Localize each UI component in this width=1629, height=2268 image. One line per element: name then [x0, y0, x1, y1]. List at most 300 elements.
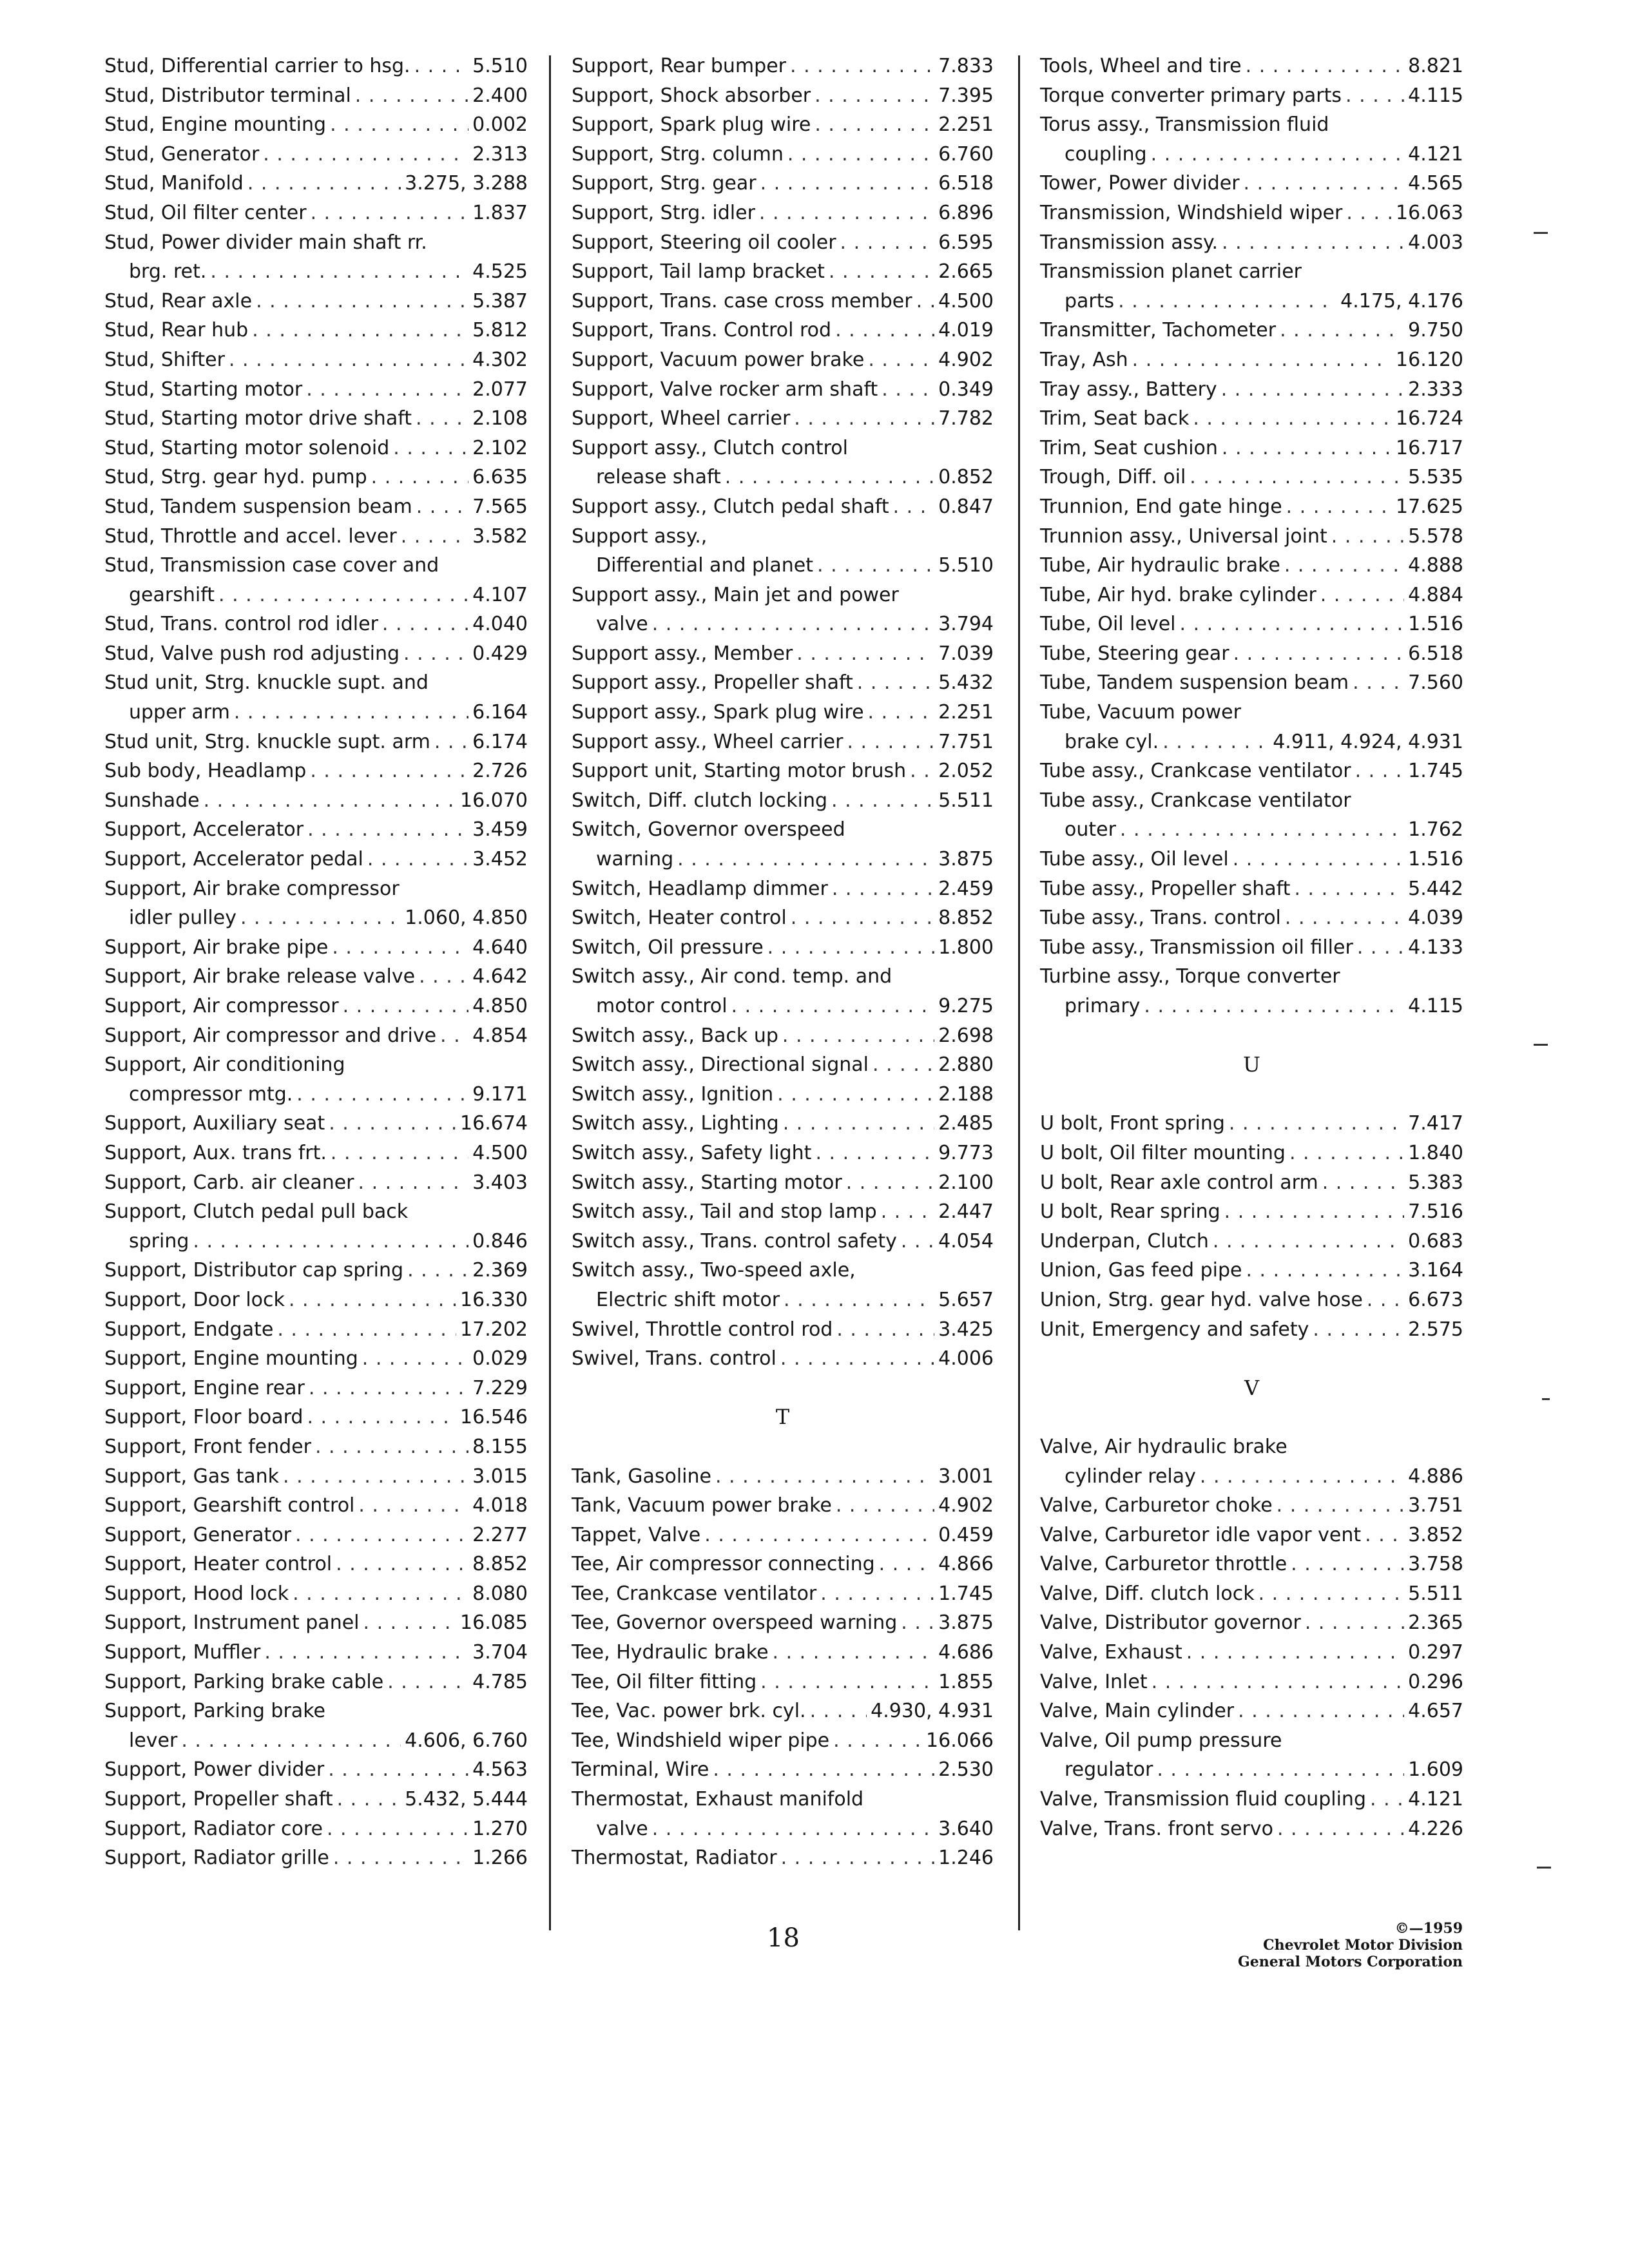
entry-continuation-line	[104, 903, 528, 933]
index-entry	[572, 815, 994, 874]
entry-page-ref: 2.188	[938, 1082, 994, 1106]
dot-leader	[307, 1403, 456, 1432]
entry-page-ref: 16.066	[926, 1729, 994, 1752]
entry-page-ref: 3.001	[938, 1465, 994, 1488]
entry-page-ref: 4.175, 4.176	[1340, 289, 1463, 312]
dot-leader	[416, 492, 468, 522]
section-spacer	[1040, 1080, 1463, 1110]
dot-leader	[1224, 1197, 1404, 1227]
entry-term: gearshift	[129, 583, 215, 606]
entry-page-ref: 5.442	[1408, 877, 1463, 900]
entry-page-ref: 5.510	[472, 55, 528, 77]
entry-line	[104, 81, 528, 111]
entry-term: Stud, Starting motor solenoid	[104, 436, 390, 459]
index-entry	[1040, 81, 1463, 111]
margin-mark	[1534, 1044, 1548, 1046]
entry-continuation-line	[572, 1814, 994, 1844]
entry-term: Tube, Steering gear	[1040, 642, 1229, 665]
entry-term: Torus assy., Transmission fluid	[1040, 113, 1329, 137]
entry-term: Turbine assy., Torque converter	[1040, 965, 1340, 988]
entry-term: Support assy., Clutch pedal shaft	[572, 495, 889, 518]
index-entry	[1040, 1109, 1463, 1139]
entry-page-ref: 8.852	[938, 907, 994, 930]
dot-leader	[794, 404, 934, 434]
entry-continuation-line	[104, 1227, 528, 1256]
entry-page-ref: 4.850	[472, 995, 528, 1017]
dot-leader	[910, 756, 934, 786]
entry-term: Tube, Vacuum power	[1040, 701, 1241, 724]
entry-line	[104, 1462, 528, 1492]
entry-line	[104, 1638, 528, 1667]
entry-page-ref: 3.852	[1408, 1523, 1463, 1546]
entry-page-ref: 3.459	[472, 818, 528, 841]
entry-page-ref: 3.403	[472, 1171, 528, 1194]
entry-term: Support, Generator	[104, 1523, 292, 1546]
section-letter-heading: U	[1243, 1052, 1260, 1077]
entry-page-ref: 7.751	[938, 730, 994, 753]
entry-term: Tube assy., Crankcase ventilator	[1040, 760, 1351, 783]
entry-page-ref: 1.266	[472, 1847, 528, 1870]
entry-line	[572, 257, 994, 287]
entry-page-ref: 2.251	[938, 701, 994, 724]
index-entry	[104, 198, 528, 228]
index-entry	[104, 81, 528, 111]
dot-leader	[1294, 874, 1404, 904]
index-entry	[104, 1785, 528, 1814]
entry-page-ref: 1.762	[1408, 818, 1463, 841]
dot-leader	[1355, 756, 1405, 786]
entry-line	[104, 140, 528, 169]
entry-line	[572, 110, 994, 140]
entry-term: Stud unit, Strg. knuckle supt. and	[104, 671, 429, 695]
entry-page-ref: 4.133	[1408, 936, 1463, 959]
entry-term: outer	[1065, 818, 1116, 841]
entry-page-ref: 7.395	[938, 84, 994, 107]
entry-line	[572, 1315, 994, 1345]
entry-line	[104, 463, 528, 492]
index-entry	[104, 345, 528, 375]
entry-page-ref: 9.171	[472, 1082, 528, 1106]
entry-term: spring	[129, 1229, 189, 1253]
entry-term: Unit, Emergency and safety	[1040, 1318, 1309, 1341]
dot-leader	[1305, 1608, 1404, 1638]
entry-page-ref: 6.673	[1408, 1288, 1463, 1311]
dot-leader	[283, 1462, 468, 1492]
entry-page-ref: 9.275	[938, 995, 994, 1017]
dot-leader	[810, 1696, 867, 1726]
entry-page-ref: 4.866	[938, 1553, 994, 1576]
entry-line	[572, 404, 994, 434]
entry-continuation-line	[572, 992, 994, 1021]
dot-leader	[857, 668, 934, 698]
dot-leader	[1280, 316, 1404, 345]
dot-leader	[652, 1814, 934, 1844]
dot-leader	[434, 727, 468, 757]
entry-page-ref: 1.246	[938, 1847, 994, 1870]
entry-page-ref: 4.902	[938, 348, 994, 371]
entry-line	[1040, 1638, 1463, 1667]
entry-page-ref: 4.640	[472, 936, 528, 959]
index-entry	[104, 1843, 528, 1873]
entry-term: Tools, Wheel and tire	[1040, 55, 1242, 77]
index-entry	[572, 140, 994, 169]
dot-leader	[403, 639, 468, 669]
entry-page-ref: 4.642	[472, 965, 528, 988]
entry-term: Support, Endgate	[104, 1318, 274, 1341]
dot-leader	[1277, 1814, 1404, 1844]
dot-leader	[371, 463, 468, 492]
entry-line	[1040, 756, 1463, 786]
entry-page-ref: 4.854	[472, 1024, 528, 1047]
entry-page-ref: 3.425	[938, 1318, 994, 1341]
entry-line	[104, 1579, 528, 1609]
dot-leader	[831, 786, 934, 816]
dot-leader	[264, 1638, 468, 1667]
entry-continuation-line	[104, 1726, 528, 1756]
entry-term: Switch, Oil pressure	[572, 936, 764, 959]
dot-leader	[832, 874, 934, 904]
entry-line	[104, 228, 528, 258]
dot-leader	[1180, 610, 1405, 639]
dot-leader	[343, 992, 469, 1021]
index-entry	[104, 140, 528, 169]
entry-term: Tube, Air hyd. brake cylinder	[1040, 583, 1316, 606]
dot-leader	[289, 1285, 456, 1315]
entry-page-ref: 4.785	[472, 1670, 528, 1693]
entry-term: Tee, Crankcase ventilator	[572, 1582, 817, 1605]
entry-line	[104, 1432, 528, 1462]
index-entry	[1040, 1432, 1463, 1491]
entry-page-ref: 6.595	[938, 231, 994, 254]
entry-term: Torque converter primary parts	[1040, 84, 1342, 107]
index-entry	[572, 668, 994, 698]
index-entry	[104, 1021, 528, 1051]
entry-term: U bolt, Front spring	[1040, 1112, 1225, 1135]
index-entry	[1040, 1696, 1463, 1726]
dot-leader	[782, 1021, 934, 1051]
dot-leader	[337, 1785, 401, 1814]
entry-page-ref: 6.896	[938, 201, 994, 224]
margin-mark	[1534, 232, 1548, 234]
index-entry	[1040, 1139, 1463, 1168]
entry-line	[104, 874, 528, 904]
index-entry	[1040, 845, 1463, 874]
dot-leader	[1277, 1491, 1404, 1521]
entry-line	[572, 169, 994, 198]
entry-page-ref: 9.750	[1408, 319, 1463, 342]
entry-line	[104, 316, 528, 345]
entry-term: Support, Air brake pipe	[104, 936, 329, 959]
index-entry	[572, 228, 994, 258]
entry-term: Valve, Transmission fluid coupling	[1040, 1788, 1366, 1811]
entry-line	[572, 1227, 994, 1256]
index-entry	[104, 1197, 528, 1256]
entry-line	[572, 786, 994, 816]
index-entry	[1040, 1227, 1463, 1256]
entry-term: Support, Strg. gear	[572, 172, 757, 195]
index-entry	[572, 345, 994, 375]
dot-leader	[1331, 522, 1404, 552]
entry-term: Support, Air conditioning	[104, 1053, 345, 1077]
index-entry	[1040, 1256, 1463, 1285]
index-entry	[572, 786, 994, 816]
entry-line	[1040, 316, 1463, 345]
entry-line	[104, 1521, 528, 1550]
entry-line	[572, 581, 994, 610]
index-entry	[572, 1843, 994, 1873]
dot-leader	[1152, 1667, 1404, 1697]
dot-leader	[296, 1080, 468, 1110]
entry-line	[1040, 434, 1463, 463]
entry-line	[1040, 874, 1463, 904]
index-entry	[572, 1344, 994, 1374]
entry-continuation-line	[104, 257, 528, 287]
entry-term: Support, Air compressor	[104, 995, 339, 1017]
entry-term: Valve, Air hydraulic brake	[1040, 1435, 1287, 1458]
index-entry	[104, 1315, 528, 1345]
entry-page-ref: 2.108	[472, 407, 528, 430]
entry-line	[104, 551, 528, 581]
dot-leader	[193, 1227, 468, 1256]
copyright-notice	[1134, 1920, 1463, 1970]
entry-term: Transmitter, Tachometer	[1040, 319, 1277, 342]
entry-line	[1040, 698, 1463, 727]
entry-page-ref: 2.333	[1408, 378, 1463, 401]
entry-term: Support, Shock absorber	[572, 84, 811, 107]
entry-term: Swivel, Trans. control	[572, 1347, 776, 1370]
entry-term: coupling	[1065, 142, 1147, 166]
entry-page-ref: 4.107	[472, 583, 528, 606]
entry-term: Tower, Power divider	[1040, 172, 1240, 195]
entry-term: Support, Valve rocker arm shaft	[572, 378, 878, 401]
index-entry	[572, 1197, 994, 1227]
entry-page-ref: 2.530	[938, 1758, 994, 1782]
entry-line	[572, 698, 994, 727]
entry-term: Support, Gas tank	[104, 1465, 279, 1488]
index-entry	[1040, 1608, 1463, 1638]
entry-term: Support, Spark plug wire	[572, 113, 811, 137]
dot-leader	[879, 1550, 934, 1579]
entry-line	[1040, 1550, 1463, 1579]
entry-page-ref: 4.018	[472, 1494, 528, 1517]
entry-page-ref: 5.535	[1408, 466, 1463, 489]
entry-term: Support assy., Wheel carrier	[572, 730, 843, 753]
index-entry	[104, 1139, 528, 1168]
entry-page-ref: 4.525	[472, 260, 528, 284]
dot-leader	[725, 463, 934, 492]
margin-mark	[1542, 1398, 1550, 1400]
entry-line	[104, 345, 528, 375]
index-column-1	[104, 52, 528, 1873]
entry-term: Terminal, Wire	[572, 1758, 709, 1782]
entry-page-ref: 4.888	[1408, 554, 1463, 577]
entry-term: Stud, Rear axle	[104, 289, 253, 312]
entry-line	[104, 375, 528, 405]
entry-term: Electric shift motor	[596, 1288, 780, 1311]
dot-leader	[783, 1109, 934, 1139]
entry-page-ref: 0.002	[472, 113, 528, 137]
entry-term: Support assy., Member	[572, 642, 793, 665]
page-number: 18	[767, 1923, 800, 1953]
entry-line	[572, 1579, 994, 1609]
entry-line	[572, 140, 994, 169]
entry-term: U bolt, Rear spring	[1040, 1200, 1220, 1224]
entry-page-ref: 7.565	[472, 495, 528, 518]
entry-page-ref: 16.070	[460, 789, 528, 812]
entry-term: Switch, Governor overspeed	[572, 818, 845, 841]
entry-page-ref: 4.884	[1408, 583, 1463, 606]
entry-term: Tray, Ash	[1040, 348, 1128, 371]
dot-leader	[277, 1315, 456, 1345]
entry-line	[104, 610, 528, 639]
entry-page-ref: 2.665	[938, 260, 994, 284]
entry-term: Support, Radiator core	[104, 1817, 323, 1840]
entry-page-ref: 0.296	[1408, 1670, 1463, 1693]
entry-page-ref: 5.432	[938, 671, 994, 695]
entry-term: Support, Aux. trans frt.	[104, 1141, 327, 1164]
entry-term: warning	[596, 848, 674, 871]
entry-line	[104, 1696, 528, 1726]
entry-line	[572, 492, 994, 522]
entry-term: Stud, Power divider main shaft rr.	[104, 231, 427, 254]
dot-leader	[336, 1550, 468, 1579]
entry-term: Tube, Air hydraulic brake	[1040, 554, 1280, 577]
entry-term: Switch assy., Trans. control safety	[572, 1229, 897, 1253]
entry-page-ref: 6.164	[472, 701, 528, 724]
index-entry	[104, 933, 528, 963]
entry-page-ref: 16.063	[1396, 201, 1463, 224]
index-entry	[104, 1638, 528, 1667]
entry-page-ref: 2.277	[472, 1523, 528, 1546]
index-entry	[1040, 1667, 1463, 1697]
index-entry	[104, 727, 528, 757]
entry-term: Switch assy., Safety light	[572, 1141, 812, 1164]
index-entry	[104, 228, 528, 287]
index-entry	[104, 1608, 528, 1638]
index-entry	[572, 1080, 994, 1110]
index-entry	[1040, 1491, 1463, 1521]
index-entry	[1040, 110, 1463, 169]
index-entry	[572, 1521, 994, 1550]
entry-line	[104, 434, 528, 463]
dot-leader	[1221, 375, 1404, 405]
entry-term: Tee, Hydraulic brake	[572, 1641, 769, 1664]
index-entry	[572, 1579, 994, 1609]
entry-term: Stud, Starting motor drive shaft	[104, 407, 412, 430]
entry-line	[104, 1197, 528, 1227]
dot-leader	[1193, 404, 1392, 434]
entry-line	[1040, 1608, 1463, 1638]
index-entry	[572, 727, 994, 757]
entry-term: Valve, Inlet	[1040, 1670, 1148, 1693]
index-entry	[104, 1491, 528, 1521]
index-entry	[1040, 1814, 1463, 1844]
entry-page-ref: 4.930, 4.931	[871, 1700, 994, 1723]
index-entry	[572, 1168, 994, 1198]
dot-leader	[882, 375, 934, 405]
entry-term: Stud, Starting motor	[104, 378, 303, 401]
dot-leader	[218, 581, 468, 610]
entry-term: Support, Trans. case cross member	[572, 289, 912, 312]
index-entry	[1040, 1726, 1463, 1785]
index-entry	[104, 551, 528, 610]
index-entry	[1040, 404, 1463, 434]
dot-leader	[1120, 815, 1404, 845]
entry-line	[104, 1550, 528, 1579]
dot-leader	[1285, 903, 1404, 933]
entry-term: Support assy., Propeller shaft	[572, 671, 853, 695]
entry-page-ref: 3.164	[1408, 1259, 1463, 1282]
index-entry	[104, 1256, 528, 1285]
entry-term: Support, Strg. idler	[572, 201, 755, 224]
index-entry	[104, 1168, 528, 1198]
entry-line	[104, 1374, 528, 1403]
index-column-3	[1040, 52, 1463, 1843]
dot-leader	[1365, 1521, 1404, 1550]
entry-line	[572, 228, 994, 258]
entry-line	[1040, 228, 1463, 258]
entry-line	[104, 1755, 528, 1785]
index-entry	[1040, 1785, 1463, 1814]
entry-term: Tee, Governor overspeed warning	[572, 1611, 898, 1635]
index-entry	[1040, 668, 1463, 698]
entry-page-ref: 3.704	[472, 1641, 528, 1664]
index-entry	[104, 786, 528, 816]
entry-term: Tube assy., Trans. control	[1040, 907, 1281, 930]
dot-leader	[263, 140, 468, 169]
entry-term: Support, Parking brake cable	[104, 1670, 384, 1693]
entry-continuation-line	[1040, 1755, 1463, 1785]
entry-page-ref: 3.275, 3.288	[405, 172, 528, 195]
dot-leader	[382, 610, 468, 639]
entry-line	[572, 81, 994, 111]
dot-leader	[847, 727, 934, 757]
index-entry	[572, 522, 994, 581]
dot-leader	[1238, 1696, 1404, 1726]
entry-page-ref: 1.800	[938, 936, 994, 959]
entry-page-ref: 7.039	[938, 642, 994, 665]
index-entry	[104, 169, 528, 198]
entry-line	[572, 756, 994, 786]
entry-line	[104, 845, 528, 874]
entry-line	[104, 1256, 528, 1285]
dot-leader	[240, 903, 401, 933]
entry-page-ref: 0.297	[1408, 1641, 1463, 1664]
entry-term: Valve, Carburetor throttle	[1040, 1553, 1287, 1576]
index-entry	[104, 1285, 528, 1315]
dot-leader	[901, 1608, 934, 1638]
index-entry	[104, 962, 528, 992]
entry-page-ref: 0.846	[472, 1229, 528, 1253]
entry-term: Support assy., Main jet and power	[572, 583, 899, 606]
entry-line	[104, 492, 528, 522]
index-entry	[572, 1726, 994, 1756]
dot-leader	[815, 110, 934, 140]
index-entry	[104, 287, 528, 316]
index-entry	[104, 992, 528, 1021]
dot-leader	[358, 1168, 469, 1198]
entry-page-ref: 6.518	[938, 172, 994, 195]
entry-line	[1040, 1197, 1463, 1227]
entry-page-ref: 4.115	[1408, 995, 1463, 1017]
entry-page-ref: 3.875	[938, 1611, 994, 1635]
entry-term: brg. ret.	[129, 260, 207, 284]
index-entry	[572, 1755, 994, 1785]
dot-leader	[835, 316, 934, 345]
dot-leader	[1144, 992, 1404, 1021]
index-entry	[572, 1256, 994, 1314]
entry-term: Support, Engine mounting	[104, 1347, 358, 1370]
